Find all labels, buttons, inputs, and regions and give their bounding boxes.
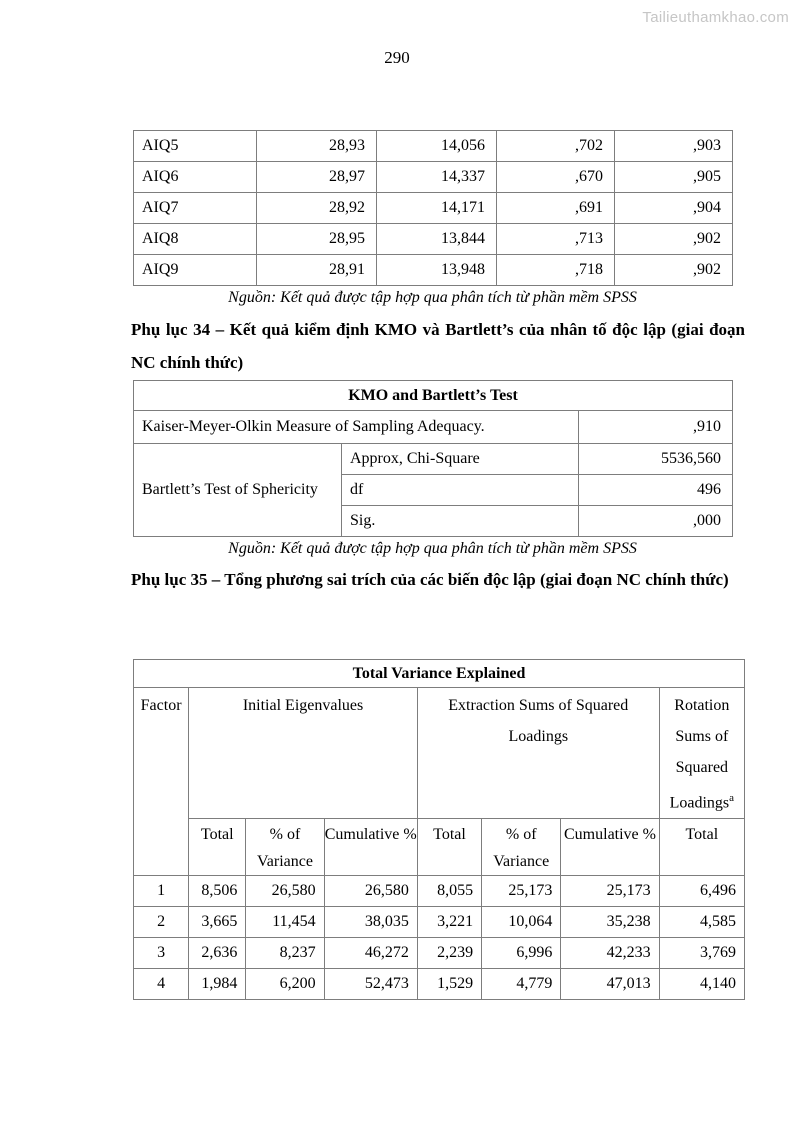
value-cell: 52,473: [324, 969, 417, 1000]
value-cell: 35,238: [561, 907, 659, 938]
table-row: [134, 907, 745, 938]
sub-header-cell: Cumulative %: [561, 819, 659, 876]
value-cell: 8,506: [189, 876, 246, 907]
value-cell: 3,665: [189, 907, 246, 938]
kmo-bartlett-table: [133, 380, 733, 537]
initial-eigenvalues-header: Initial Eigenvalues: [189, 688, 418, 819]
value-cell: 4,140: [659, 969, 744, 1000]
statistic-value: 496: [579, 475, 733, 506]
table-row: [134, 938, 745, 969]
value-cell: 28,91: [257, 255, 377, 286]
kmo-measure-label: Kaiser-Meyer-Olkin Measure of Sampling Adequacy.: [134, 411, 579, 444]
item-label-cell: AIQ7: [134, 193, 257, 224]
appendix-34-heading: Phụ lục 34 – Kết quả kiểm định KMO và Bartlett’s của nhân tố độc lập (giai đoạn NC chính thức): [131, 320, 745, 372]
sub-header-cell: Total: [659, 819, 744, 876]
bartlett-test-label: Bartlett’s Test of Sphericity: [134, 444, 342, 537]
value-cell: 8,237: [246, 938, 324, 969]
table-row: [134, 131, 733, 162]
value-cell: ,718: [497, 255, 615, 286]
value-cell: ,702: [497, 131, 615, 162]
value-cell: ,691: [497, 193, 615, 224]
source-note: Nguồn: Kết quả được tập hợp qua phân tích từ phần mềm SPSS: [228, 540, 637, 557]
footnote-marker: a: [729, 792, 735, 804]
factor-number-cell: 3: [134, 938, 189, 969]
value-cell: 46,272: [324, 938, 417, 969]
value-cell: ,902: [615, 224, 733, 255]
table-row: [134, 444, 733, 475]
value-cell: 28,97: [257, 162, 377, 193]
statistic-label: Approx, Chi-Square: [342, 444, 579, 475]
factor-number-cell: 2: [134, 907, 189, 938]
value-cell: 26,580: [246, 876, 324, 907]
value-cell: 38,035: [324, 907, 417, 938]
item-label-cell: AIQ8: [134, 224, 257, 255]
item-label-cell: AIQ6: [134, 162, 257, 193]
value-cell: 28,92: [257, 193, 377, 224]
sub-header-cell: % of Variance: [246, 819, 324, 876]
value-cell: 47,013: [561, 969, 659, 1000]
value-cell: 2,239: [417, 938, 481, 969]
value-cell: 6,200: [246, 969, 324, 1000]
sub-header-cell: Total: [417, 819, 481, 876]
value-cell: 14,056: [377, 131, 497, 162]
page-number: 290: [384, 48, 410, 67]
table-row: [134, 193, 733, 224]
header-sub-row: [134, 819, 745, 876]
value-cell: 8,055: [417, 876, 481, 907]
appendix-35-heading: Phụ lục 35 – Tổng phương sai trích của các biến độc lập (giai đoạn NC chính thức): [131, 570, 729, 589]
source-note: Nguồn: Kết quả được tập hợp qua phân tích từ phần mềm SPSS: [228, 289, 637, 306]
value-cell: 1,529: [417, 969, 481, 1000]
value-cell: 14,171: [377, 193, 497, 224]
statistic-label: df: [342, 475, 579, 506]
header-group-row: [134, 688, 745, 819]
value-cell: 42,233: [561, 938, 659, 969]
watermark-text: Tailieuthamkhao.com: [642, 9, 789, 26]
table-row: [134, 969, 745, 1000]
statistic-value: ,000: [579, 506, 733, 537]
value-cell: 10,064: [482, 907, 561, 938]
factor-number-cell: 1: [134, 876, 189, 907]
table-title-row: [134, 660, 745, 688]
kmo-table-title: KMO and Bartlett’s Test: [134, 381, 733, 411]
value-cell: 11,454: [246, 907, 324, 938]
factor-number-cell: 4: [134, 969, 189, 1000]
table-row: [134, 411, 733, 444]
sub-header-cell: % of Variance: [482, 819, 561, 876]
value-cell: 3,221: [417, 907, 481, 938]
total-variance-table: [133, 659, 745, 1000]
statistic-value: 5536,560: [579, 444, 733, 475]
value-cell: 6,496: [659, 876, 744, 907]
kmo-measure-value: ,910: [579, 411, 733, 444]
value-cell: 13,844: [377, 224, 497, 255]
value-cell: 6,996: [482, 938, 561, 969]
extraction-sums-header: Extraction Sums of Squared Loadings: [417, 688, 659, 819]
sub-header-cell: Cumulative %: [324, 819, 417, 876]
table-row: [134, 255, 733, 286]
statistic-label: Sig.: [342, 506, 579, 537]
value-cell: ,904: [615, 193, 733, 224]
value-cell: ,903: [615, 131, 733, 162]
value-cell: 3,769: [659, 938, 744, 969]
item-total-statistics-table: [133, 130, 733, 286]
value-cell: ,905: [615, 162, 733, 193]
table-title-row: [134, 381, 733, 411]
table-row: [134, 162, 733, 193]
value-cell: 4,779: [482, 969, 561, 1000]
value-cell: ,902: [615, 255, 733, 286]
value-cell: 4,585: [659, 907, 744, 938]
value-cell: 28,95: [257, 224, 377, 255]
value-cell: 28,93: [257, 131, 377, 162]
value-cell: 13,948: [377, 255, 497, 286]
value-cell: 25,173: [482, 876, 561, 907]
value-cell: 2,636: [189, 938, 246, 969]
item-label-cell: AIQ5: [134, 131, 257, 162]
value-cell: 1,984: [189, 969, 246, 1000]
table-row: [134, 224, 733, 255]
value-cell: ,713: [497, 224, 615, 255]
factor-column-header: Factor: [134, 688, 189, 876]
value-cell: 25,173: [561, 876, 659, 907]
rotation-sums-header: [659, 688, 744, 819]
table-row: [134, 876, 745, 907]
rotation-header-text: Rotation Sums of Squared Loadings: [669, 697, 730, 812]
value-cell: ,670: [497, 162, 615, 193]
value-cell: 26,580: [324, 876, 417, 907]
value-cell: 14,337: [377, 162, 497, 193]
sub-header-cell: Total: [189, 819, 246, 876]
variance-table-title: Total Variance Explained: [134, 660, 745, 688]
item-label-cell: AIQ9: [134, 255, 257, 286]
